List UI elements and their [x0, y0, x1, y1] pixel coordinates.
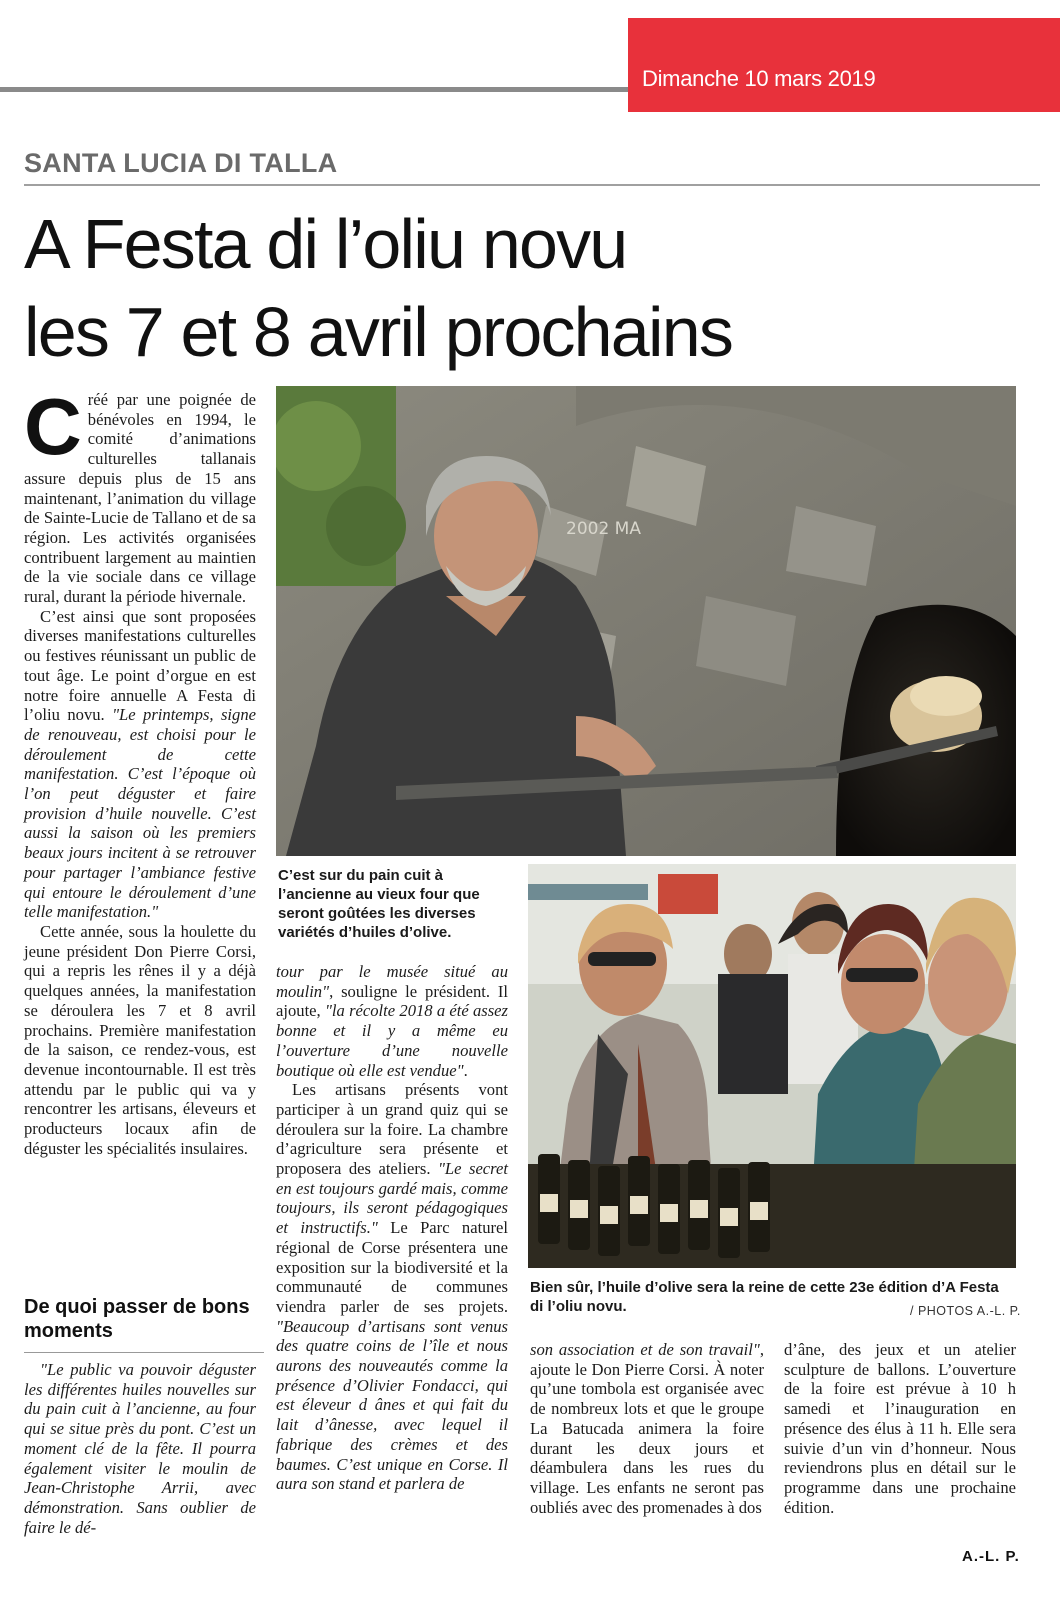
lead-paragraph: Créé par une poignée de bénévoles en 1994, le comité d’animations culturelles tallanais assure depuis plus de 15 ans maintenant, l’animation du village de Sainte-Lucie de Tallano et de sa région. Les activités organisées contribuent largement au maintien de la vie sociale dans ce village rural, durant la période hivernale. [24, 382, 256, 607]
subheading-rule [24, 1352, 264, 1353]
kicker-rule [24, 184, 1040, 186]
paragraph: Cette année, sous la houlette du jeune président Don Pierre Corsi, qui a repris les rênes il y a déjà quelques années, la manifestation se déroulera les 7 et 8 avril prochains. Première manifestation de la saison, ce rendez-vous, est devenue incontournable. Il est très attendu par le public qui va y rencontrer les artisans, éleveurs et producteurs locaux afin de déguster les spécialités insulaires. [24, 921, 256, 1158]
paragraph: d’âne, des jeux et un atelier sculpture de ballons. L’ouverture de la foire est prévue à 10 h samedi et l’inauguration en présence des élus à 11 h. Elle sera suivie d’un vin d’honneur. Nous reviendrons plus en détail sur le programme dans une prochaine édition. [784, 1340, 1016, 1517]
article-column-3 [530, 1340, 764, 1517]
article-column-1-continued [24, 1360, 256, 1537]
section-kicker: SANTA LUCIA DI TALLA [24, 148, 338, 178]
photo-caption: Bien sûr, l’huile d’olive sera la reine de cette 23e édition d’A Festa di l’oliu novu. [530, 1279, 999, 1315]
photo-caption: C’est sur du pain cuit à l’ancienne au vieux four que seront goûtées les diverses variétés d’huiles d’olive. [278, 867, 480, 941]
baker-oven-illustration [276, 386, 1016, 856]
paragraph: C’est ainsi que sont proposées diverses manifestations culturelles ou festives réunissant un public de tout âge. Le point d’orgue en est notre foire annuelle A Festa di l’oliu novu. "Le printemps, signe de renouveau, est choisi pour le déroulement de cette manifestation. C’est l’époque où l’on peut déguster et faire provision d’huile nouvelle. C’est aussi la saison où les premiers beaux jours incitent à se retrouver pour partager l’ambiance festive qui entoure le déroulement d’une telle manifestation." [24, 606, 256, 922]
paragraph: tour par le musée situé au moulin", souligne le président. Il ajoute, "la récolte 2018 a été assez bonne et il y a même eu l’ouverture d’une nouvelle boutique où elle est vendue". [276, 962, 508, 1080]
photo-baker-oven [276, 386, 1016, 856]
issue-date: Dimanche 10 mars 2019 [642, 66, 876, 91]
photo-credit: / PHOTOS A.-L. P. [910, 1304, 1021, 1318]
subheading: De quoi passer de bons moments [24, 1296, 250, 1342]
author-signature: A.-L. P. [962, 1548, 1020, 1565]
drop-cap: C [24, 382, 82, 471]
headline-line-1: A Festa di l’oliu novu [24, 205, 627, 283]
headline [24, 200, 1034, 376]
oven-engraving: 2002 MA [566, 519, 641, 539]
article-column-2 [276, 962, 508, 1494]
date-band [628, 18, 1060, 112]
article-column-4 [784, 1340, 1016, 1517]
header-rule [0, 87, 628, 92]
tasting-illustration [528, 864, 1016, 1268]
photo-olive-oil-tasting [528, 864, 1016, 1268]
article-column-1 [24, 382, 256, 1158]
paragraph: son association et de son travail", ajoute le Don Pierre Corsi. À noter qu’une tombola est organisée avec de nombreux lots et que le groupe La Batucada animera la foire durant les deux jours et déambulera dans les rues du village. Les enfants ne seront pas oubliés avec des promenades à dos [530, 1340, 764, 1517]
paragraph: "Le public va pouvoir déguster les différentes huiles nouvelles sur du pain cuit à l’ancienne, au four qui se situe près du pont. C’est un moment clé de la fête. Il pourra également visiter le moulin de Jean-Christophe Arrii, avec démonstration. Sans oublier de faire le dé- [24, 1360, 256, 1537]
paragraph: Les artisans présents vont participer à un grand quiz qui se déroulera sur la foire. La chambre d’agriculture sera présente et proposera des ateliers. "Le secret en est toujours gardé mais, comme toujours, ils seront pédagogiques et instructifs." Le Parc naturel régional de Corse présentera une exposition sur la biodiversité et la communauté de communes viendra parler de ses projets. "Beaucoup d’artisans sont venus des quatre coins de l’île et nous aurons des nouveautés comme la présence d’Olivier Fondacci, qui est éleveur d ânes et qui fait du lait d’ânesse, avec lequel il fabrique des crèmes et des baumes. C’est unique en Corse. Il aura son stand et parlera de [276, 1080, 508, 1494]
headline-line-2: les 7 et 8 avril prochains [24, 293, 733, 371]
